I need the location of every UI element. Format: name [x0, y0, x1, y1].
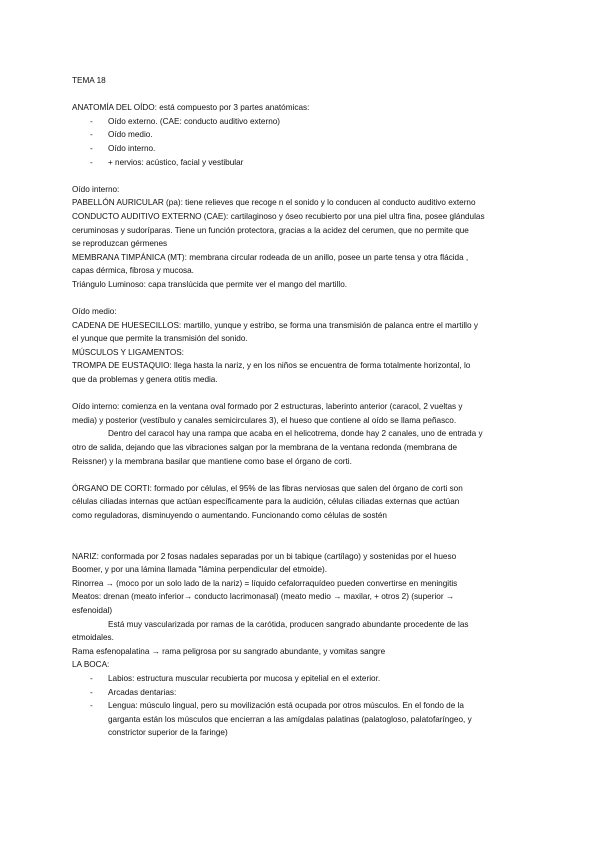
list-item: - Oído externo. (CAE: conducto auditivo externo)	[72, 115, 534, 129]
paragraph-line: se reproduzcan gérmenes	[72, 239, 168, 249]
list-item	[72, 699, 534, 740]
paragraph-line: Está muy vascularizada por ramas de la carótida, producen sangrado abundante procedente de las	[108, 619, 469, 629]
paragraph-line: Meatos: drenan (meato inferior→ conducto lacrimonasal) (meato medio → maxilar, + otros 2) (superior →	[72, 592, 455, 602]
paragraph-line: Boomer, y por una lámina llamada "lámina perpendicular del etmoide).	[72, 565, 328, 575]
paragraph-line: otro de salida, dejando que las vibraciones salgan por la membrana de la ventana redonda (membrana de	[72, 443, 458, 453]
mouth-list	[72, 672, 534, 740]
paragraph-line: Triángulo Luminoso: capa translúcida que permite ver el mango del martillo.	[72, 279, 348, 289]
section-heading: Oído medio:	[72, 307, 117, 317]
page-title: TEMA 18	[72, 76, 106, 85]
paragraph-line: células ciliadas internas que actúan específicamente para la audición, células ciliadas externas que actúan	[72, 497, 460, 507]
paragraph-line: MÚSCULOS Y LIGAMENTOS:	[72, 347, 184, 357]
paragraph-line: etmoidales.	[72, 633, 114, 643]
paragraph-line: CADENA DE HUESECILLOS: martillo, yunque y estribo, se forma una transmisión de palanca entre el martillo y	[72, 320, 478, 330]
paragraph-line: Dentro del caracol hay una rampa que acaba en el helicotrema, donde hay 2 canales, uno de entrada y	[108, 429, 483, 439]
paragraph-line: que da problemas y genera otitis media.	[72, 375, 218, 385]
paragraph-line: CONDUCTO AUDITIVO EXTERNO (CAE): cartilaginoso y óseo recubierto por una piel ultra fina, posee glándulas	[72, 211, 485, 221]
paragraph-line: Rinorrea → (moco por un solo lado de la nariz) = líquido cefalorraquídeo pueden convertirse en meningitis	[72, 578, 458, 588]
paragraph-line: como reguladoras, disminuyendo o aumentando. Funcionando como células de sostén	[72, 511, 387, 520]
section-heading: LA BOCA:	[72, 660, 110, 670]
paragraph-line: Reissner) y la membrana basilar que mantiene como base el órgano de corti.	[72, 456, 352, 466]
paragraph-line: media) y posterior (vestíbulo y canales semicirculares 3), el hueso que contiene al oído se llama peñasco.	[72, 415, 457, 425]
paragraph-line: PABELLÓN AURICULAR (pa): tiene relieves que recoge n el sonido y lo conducen al conducto auditivo externo	[72, 198, 476, 208]
list-item-text: Lengua: músculo lingual, pero su movilización está ocupada por otros músculos. En el fondo de la	[108, 701, 464, 711]
list-item-text: garganta están los músculos que encierran a las amígdalas palatinas (palatogloso, palatofaríngeo, y	[108, 714, 472, 724]
paragraph-line: ÓRGANO DE CORTI: formado por células, el 95% de las fibras nerviosas que salen del órgano de corti son	[72, 483, 463, 493]
paragraph-line: el yunque que permite la transmisión del sonido.	[72, 334, 248, 344]
paragraph-line: capas dérmica, fibrosa y mucosa.	[72, 266, 194, 276]
paragraph-line: ceruminosas y sudoríparas. Tiene un función protectora, gracias a la acidez del cerumen, que no permite que	[72, 225, 469, 235]
paragraph-line: esfenoidal)	[72, 605, 113, 615]
paragraph-line: Rama esfenopalatina → rama peligrosa por su sangrado abundante, y vomitas sangre	[72, 646, 386, 656]
list-item: - Arcadas dentarias:	[72, 686, 534, 700]
list-item: - Oído medio.	[72, 128, 534, 142]
paragraph-line: NARIZ: conformada por 2 fosas nadales separadas por un bi tabique (cartílago) y sostenidas por el hueso	[72, 551, 457, 561]
paragraph-line: MEMBRANA TIMPÁNICA (MT): membrana circular rodeada de un anillo, posee un parte tensa y otra flácida ,	[72, 252, 469, 262]
list-item: - Labios: estructura muscular recubierta por mucosa y epitelial en el exterior.	[72, 672, 534, 686]
paragraph-line: Oído interno: comienza en la ventana oval formado por 2 estructuras, laberinto anterior (caracol, 2 vueltas y	[72, 402, 463, 412]
paragraph-line: TROMPA DE EUSTAQUIO: llega hasta la nariz, y en los niños se encuentra de forma totalmente horizontal, lo	[72, 361, 471, 371]
section-heading: Oído interno:	[72, 184, 120, 194]
list-item-text: constrictor superior de la faringe)	[108, 728, 228, 738]
document-body	[72, 74, 534, 740]
anatomy-list	[72, 115, 534, 169]
list-item: - Oído interno.	[72, 142, 534, 156]
list-item: - + nervios: acústico, facial y vestibular	[72, 156, 534, 170]
anatomy-heading: ANATOMÍA DEL OÍDO: está compuesto por 3 partes anatómicas:	[72, 103, 310, 113]
